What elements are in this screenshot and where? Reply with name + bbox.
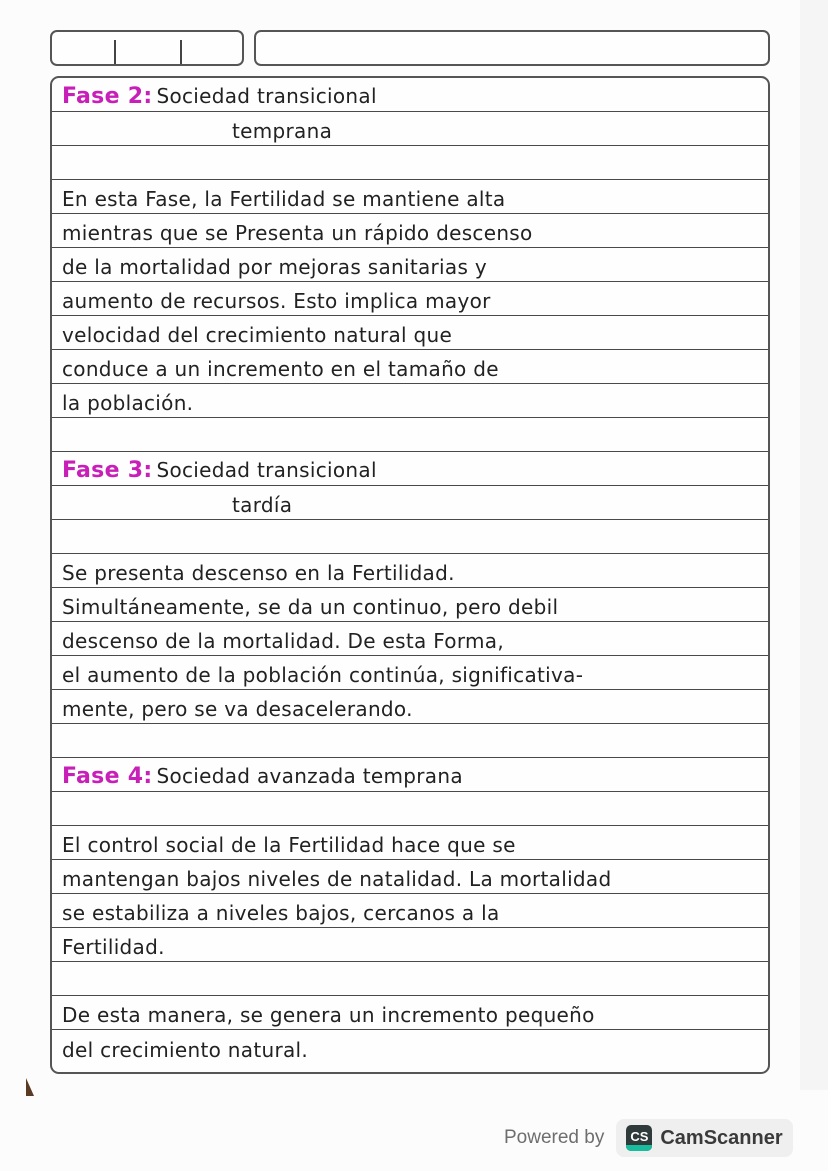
text-line: de la mortalidad por mejoras sanitarias y [62, 255, 487, 279]
text-line: velocidad del crecimiento natural que [62, 323, 453, 347]
section-heading [62, 458, 377, 483]
text-line: mantengan bajos niveles de natalidad. La mortalidad [62, 867, 612, 891]
text-line: Se presenta descenso en la Fertilidad. [62, 561, 455, 585]
phase-title: Sociedad avanzada temprana [156, 764, 463, 788]
text-line: del crecimiento natural. [62, 1038, 309, 1062]
ruled-line [52, 962, 768, 996]
text-line: la población. [62, 391, 194, 415]
page-edge [800, 0, 828, 1090]
text-line: mientras que se Presenta un rápido descenso [62, 221, 533, 245]
phase-label: Fase 4: [62, 764, 153, 789]
text-line: Fertilidad. [62, 935, 165, 959]
section-heading [62, 84, 377, 109]
ruled-line [52, 452, 768, 486]
ruled-line [52, 656, 768, 690]
ruled-line [52, 112, 768, 146]
ruled-line [52, 928, 768, 962]
ruled-line [52, 248, 768, 282]
ruled-line [52, 214, 768, 248]
ruled-line [52, 554, 768, 588]
text-line: se estabiliza a niveles bajos, cercanos a la [62, 901, 500, 925]
ruled-line [52, 282, 768, 316]
ruled-line [52, 316, 768, 350]
phase-title: Sociedad transicional [156, 458, 377, 482]
powered-by-label: Powered by [504, 1127, 605, 1148]
logo-text: CS [630, 1128, 649, 1144]
text-line: De esta manera, se genera un incremento pequeño [62, 1003, 595, 1027]
section-heading [62, 764, 463, 789]
ruled-line [52, 826, 768, 860]
ruled-line [52, 996, 768, 1030]
notebook-page [50, 76, 770, 1074]
ruled-line [52, 622, 768, 656]
ruled-line [52, 588, 768, 622]
date-box [50, 30, 244, 66]
text-line: mente, pero se va desacelerando. [62, 697, 413, 721]
phase-label: Fase 2: [62, 84, 153, 109]
ruled-line [52, 384, 768, 418]
text-line: conduce a un incremento en el tamaño de [62, 357, 499, 381]
phase-title-cont: tardía [232, 493, 293, 517]
ruled-line [52, 418, 768, 452]
text-line: En esta Fase, la Fertilidad se mantiene alta [62, 187, 506, 211]
text-line: el aumento de la población continúa, significativa- [62, 663, 584, 687]
ruled-line [52, 792, 768, 826]
ruled-line [52, 486, 768, 520]
ruled-line [52, 758, 768, 792]
title-box [254, 30, 770, 66]
phase-title-cont: temprana [232, 119, 333, 143]
text-line: Simultáneamente, se da un continuo, pero debil [62, 595, 559, 619]
ruled-line [52, 520, 768, 554]
ruled-line [52, 894, 768, 928]
text-line: aumento de recursos. Esto implica mayor [62, 289, 491, 313]
brand-name: CamScanner [660, 1126, 783, 1149]
ruled-line [52, 180, 768, 214]
ruled-line [52, 146, 768, 180]
date-separator [180, 40, 182, 64]
ruled-line [52, 724, 768, 758]
ruled-line [52, 78, 768, 112]
phase-label: Fase 3: [62, 458, 153, 483]
scanner-watermark [504, 1118, 793, 1158]
camscanner-logo-icon [626, 1125, 652, 1151]
camscanner-badge [616, 1119, 792, 1157]
ruled-line [52, 860, 768, 894]
ruled-line [52, 350, 768, 384]
ruled-line [52, 1030, 768, 1064]
ruled-line [52, 690, 768, 724]
date-separator [114, 40, 116, 64]
text-line: El control social de la Fertilidad hace que se [62, 833, 516, 857]
text-line: descenso de la mortalidad. De esta Forma, [62, 629, 504, 653]
phase-title: Sociedad transicional [156, 84, 377, 108]
page-corner [26, 1078, 34, 1096]
